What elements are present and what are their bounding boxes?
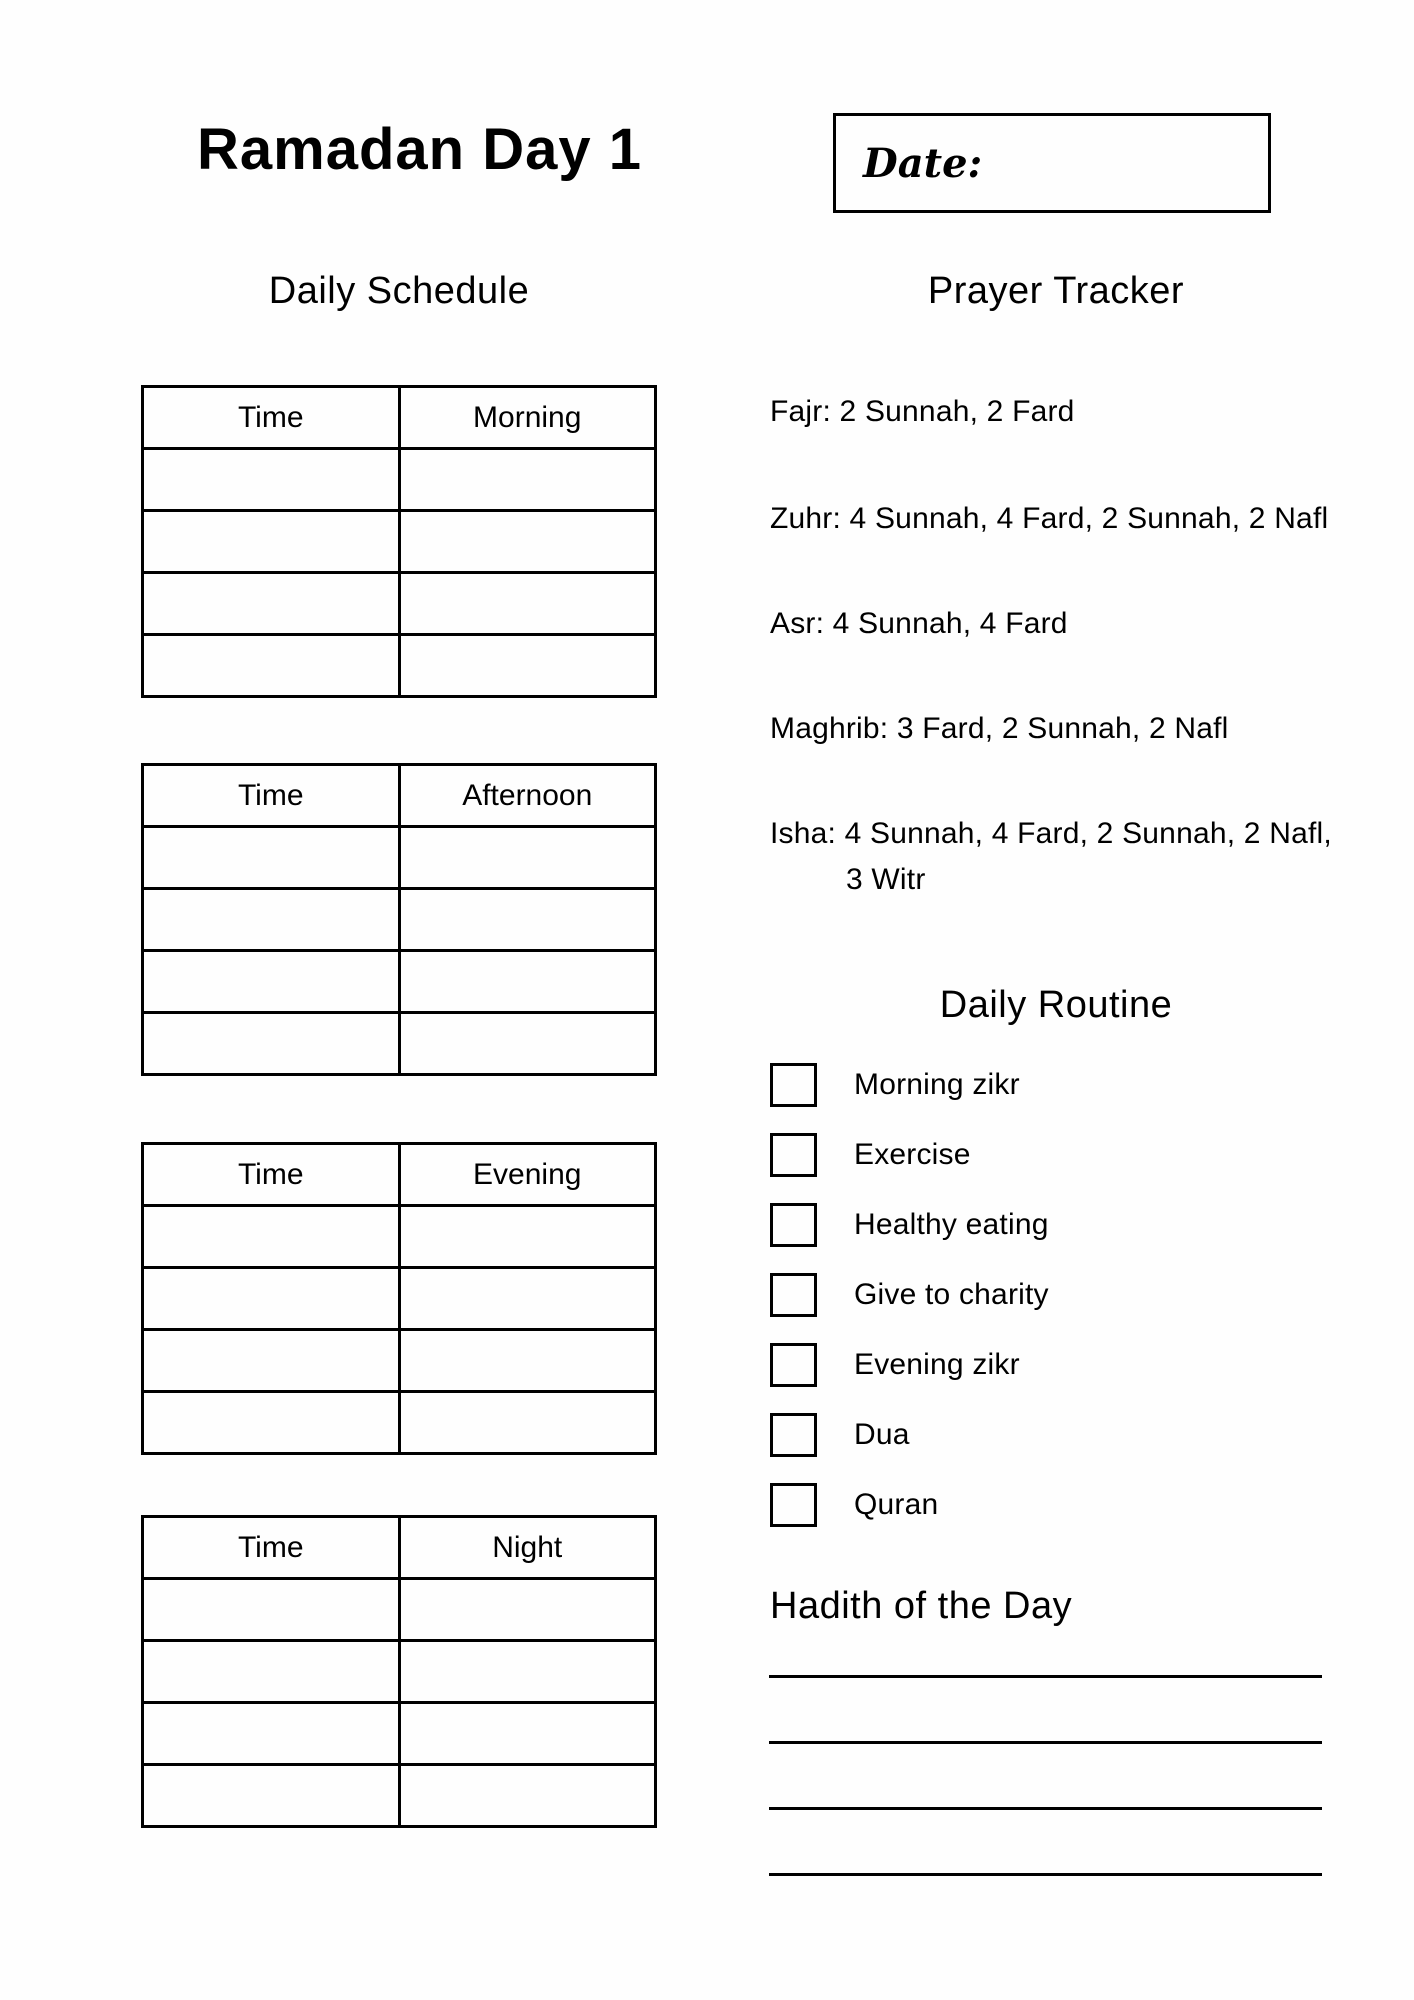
schedule-cell[interactable] [143, 1641, 400, 1703]
schedule-cell[interactable] [143, 827, 400, 889]
table-row [143, 1330, 656, 1392]
schedule-cell[interactable] [399, 1392, 656, 1454]
table-row [143, 1206, 656, 1268]
daily-schedule-heading: Daily Schedule [268, 270, 530, 312]
routine-label: Morning zikr [854, 1068, 1020, 1101]
checkbox[interactable] [770, 1343, 817, 1387]
hadith-writing-line[interactable] [769, 1740, 1322, 1744]
checkbox[interactable] [770, 1483, 817, 1527]
table-row [143, 1641, 656, 1703]
table-row [143, 1268, 656, 1330]
routine-item-healthy-eating [770, 1203, 1370, 1247]
hadith-writing-line[interactable] [769, 1674, 1322, 1678]
routine-label: Quran [854, 1488, 939, 1521]
daily-routine-heading: Daily Routine [939, 984, 1173, 1026]
table-row [143, 889, 656, 951]
evening-column-header: Evening [399, 1144, 656, 1206]
schedule-cell[interactable] [399, 511, 656, 573]
hadith-writing-line[interactable] [769, 1806, 1322, 1810]
table-row [143, 827, 656, 889]
schedule-cell[interactable] [143, 889, 400, 951]
table-row [143, 449, 656, 511]
prayer-entry-fajr: Fajr: 2 Sunnah, 2 Fard [770, 395, 1075, 428]
morning-column-header: Morning [399, 387, 656, 449]
time-column-header: Time [143, 1517, 400, 1579]
date-label: Date: [863, 139, 983, 187]
prayer-entry-asr: Asr: 4 Sunnah, 4 Fard [770, 607, 1068, 640]
schedule-cell[interactable] [143, 1330, 400, 1392]
checkbox[interactable] [770, 1273, 817, 1317]
schedule-cell[interactable] [143, 1013, 400, 1075]
schedule-cell[interactable] [399, 1641, 656, 1703]
routine-label: Dua [854, 1418, 910, 1451]
checkbox[interactable] [770, 1063, 817, 1107]
date-input-box[interactable] [833, 113, 1271, 213]
schedule-cell[interactable] [399, 1765, 656, 1827]
table-row [143, 573, 656, 635]
schedule-cell[interactable] [399, 1013, 656, 1075]
schedule-cell[interactable] [399, 1206, 656, 1268]
night-column-header: Night [399, 1517, 656, 1579]
table-row [143, 511, 656, 573]
table-row [143, 1392, 656, 1454]
routine-label: Evening zikr [854, 1348, 1020, 1381]
table-row [143, 1703, 656, 1765]
schedule-cell[interactable] [143, 449, 400, 511]
schedule-cell[interactable] [143, 1703, 400, 1765]
schedule-cell[interactable] [143, 635, 400, 697]
schedule-cell[interactable] [143, 1206, 400, 1268]
schedule-cell[interactable] [399, 1330, 656, 1392]
routine-item-quran [770, 1483, 1370, 1527]
table-row [143, 1579, 656, 1641]
page-title: Ramadan Day 1 [197, 117, 642, 182]
table-row [143, 1013, 656, 1075]
time-column-header: Time [143, 1144, 400, 1206]
schedule-table-evening [141, 1142, 657, 1455]
prayer-entry-maghrib: Maghrib: 3 Fard, 2 Sunnah, 2 Nafl [770, 712, 1229, 745]
schedule-cell[interactable] [399, 889, 656, 951]
schedule-table-afternoon [141, 763, 657, 1076]
checkbox[interactable] [770, 1203, 817, 1247]
routine-label: Exercise [854, 1138, 971, 1171]
schedule-cell[interactable] [399, 635, 656, 697]
schedule-cell[interactable] [143, 1579, 400, 1641]
routine-item-exercise [770, 1133, 1370, 1177]
schedule-cell[interactable] [399, 573, 656, 635]
prayer-entry-isha [770, 816, 1370, 898]
table-header-row [143, 1144, 656, 1206]
schedule-table-morning [141, 385, 657, 698]
time-column-header: Time [143, 765, 400, 827]
checkbox[interactable] [770, 1133, 817, 1177]
isha-line-1: Isha: 4 Sunnah, 4 Fard, 2 Sunnah, 2 Nafl, [770, 817, 1332, 850]
routine-item-morning-zikr [770, 1063, 1370, 1107]
afternoon-column-header: Afternoon [399, 765, 656, 827]
schedule-table-night [141, 1515, 657, 1828]
prayer-entry-zuhr: Zuhr: 4 Sunnah, 4 Fard, 2 Sunnah, 2 Nafl [770, 502, 1329, 535]
routine-label: Give to charity [854, 1278, 1049, 1311]
schedule-cell[interactable] [399, 951, 656, 1013]
routine-item-evening-zikr [770, 1343, 1370, 1387]
schedule-cell[interactable] [143, 1765, 400, 1827]
schedule-cell[interactable] [399, 1268, 656, 1330]
prayer-tracker-heading: Prayer Tracker [927, 270, 1185, 312]
table-header-row [143, 1517, 656, 1579]
table-header-row [143, 387, 656, 449]
routine-item-dua [770, 1413, 1370, 1457]
table-row [143, 951, 656, 1013]
time-column-header: Time [143, 387, 400, 449]
hadith-writing-line[interactable] [769, 1872, 1322, 1876]
routine-item-give-to-charity [770, 1273, 1370, 1317]
isha-line-2: 3 Witr [846, 863, 926, 896]
schedule-cell[interactable] [399, 1579, 656, 1641]
schedule-cell[interactable] [143, 1268, 400, 1330]
schedule-cell[interactable] [399, 1703, 656, 1765]
routine-label: Healthy eating [854, 1208, 1049, 1241]
table-row [143, 635, 656, 697]
schedule-cell[interactable] [143, 511, 400, 573]
hadith-heading: Hadith of the Day [770, 1585, 1073, 1627]
checkbox[interactable] [770, 1413, 817, 1457]
table-row [143, 1765, 656, 1827]
schedule-cell[interactable] [143, 951, 400, 1013]
schedule-cell[interactable] [143, 573, 400, 635]
schedule-cell[interactable] [399, 827, 656, 889]
table-header-row [143, 765, 656, 827]
schedule-cell[interactable] [143, 1392, 400, 1454]
schedule-cell[interactable] [399, 449, 656, 511]
